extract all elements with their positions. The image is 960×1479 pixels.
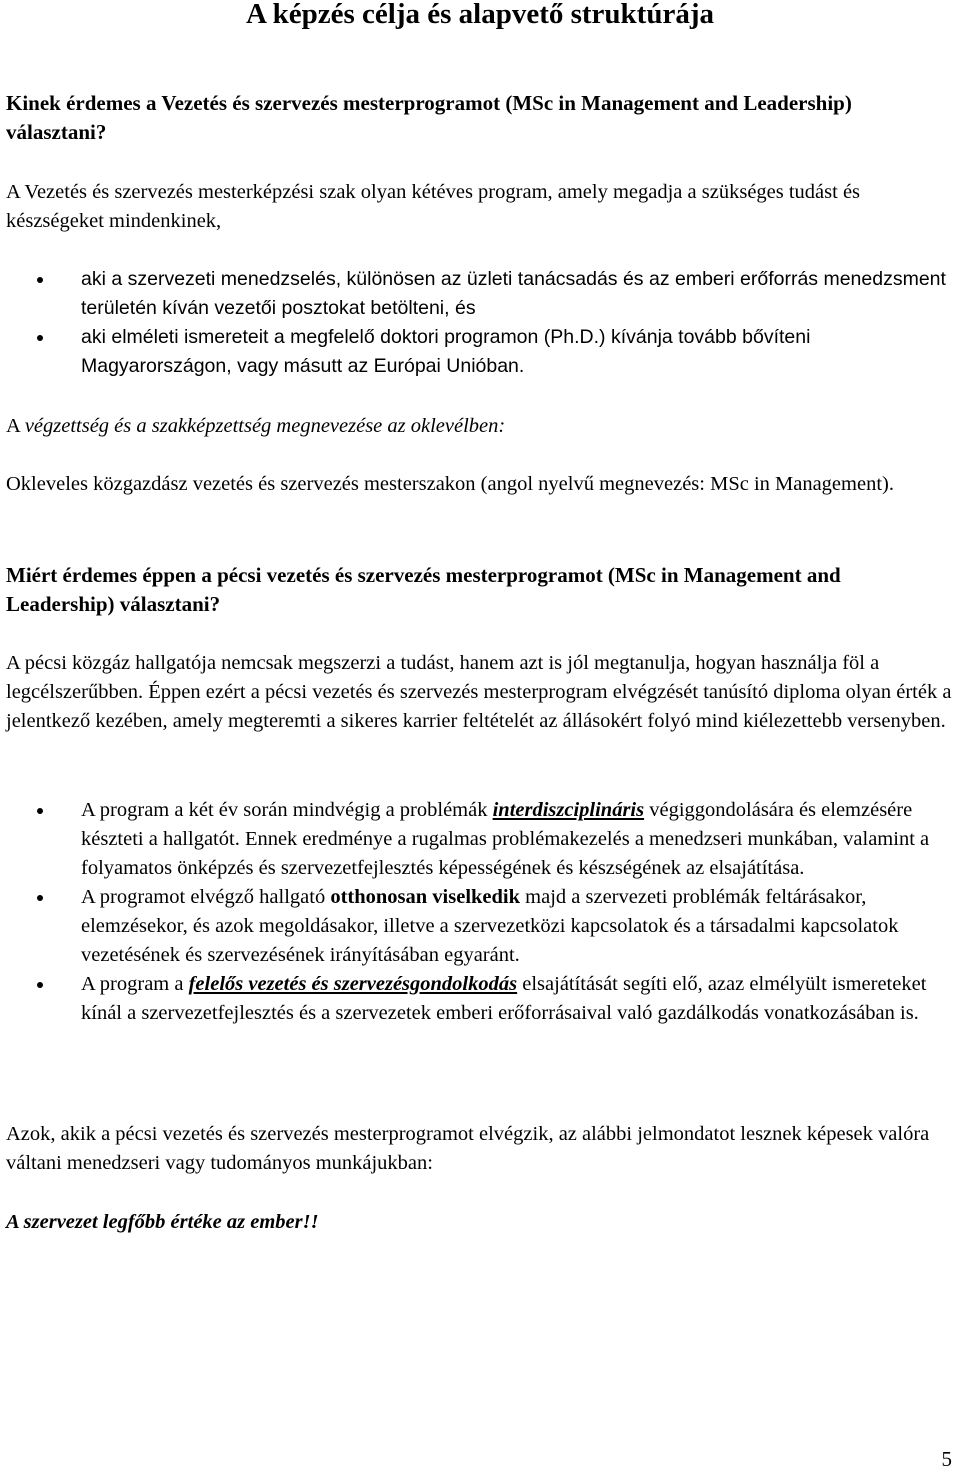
list-item — [81, 883, 953, 970]
bullet-icon — [37, 808, 43, 814]
bullet-text: aki a szervezeti menedzselés, különösen az üzleti tanácsadás és az emberi erőforrás menedzsment területén kíván vezetői posztokat betölteni, és — [81, 268, 946, 319]
bullet-emphasis: felelős vezetés és szervezésgondolkodás — [188, 973, 518, 995]
list-item — [81, 796, 953, 883]
bullet-text-before: A program a — [81, 973, 189, 995]
list-item — [81, 323, 953, 381]
degree-text: Okleveles közgazdász vezetés és szervezés mesterszakon (angol nyelvű megnevezés: MSc in Management). — [6, 473, 894, 495]
degree-label-prefix: A — [6, 415, 25, 437]
bullet-text-before: A program a két év során mindvégig a problémák — [81, 799, 493, 821]
bullet-icon — [37, 335, 43, 341]
section1-question: Kinek érdemes a Vezetés és szervezés mesterprogramot (MSc in Management and Leadership) választani? — [6, 91, 852, 144]
list-item — [81, 265, 953, 323]
bullet-emphasis: otthonosan viselkedik — [330, 886, 521, 908]
section1-bullet-list — [81, 265, 953, 381]
bullet-icon — [37, 982, 43, 988]
bullet-icon — [37, 277, 43, 283]
list-item — [81, 970, 953, 1028]
degree-label-italic: végzettség és a szakképzettség megnevezése az oklevélben: — [24, 415, 506, 437]
section2-question: Miért érdemes éppen a pécsi vezetés és szervezés mesterprogramot (MSc in Management and Leadership) választani? — [6, 563, 841, 616]
page-number: 5 — [941, 1447, 952, 1471]
bullet-text-after: majd a szervezeti problémák feltárásakor, elemzésekor, és azok megoldásakor, illetve a szervezetközi kapcsolatok és a társadalmi kapcsolatok vezetésének és szervezésének irányításában egyaránt. — [81, 886, 899, 966]
section1-intro: A Vezetés és szervezés mesterképzési szak olyan kétéves program, amely megadja a szükséges tudást és készségeket mindenkinek, — [6, 181, 861, 232]
section2-intro: A pécsi közgáz hallgatója nemcsak megszerzi a tudást, hanem azt is jól megtanulja, hogyan használja föl a legcélszerűbben. Éppen ezért a pécsi vezetés és szervezés mesterprogram elvégzését tanúsító diploma olyan érték a jelentkező kezében, amely megteremti a sikeres karrier feltételét az állásokért folyó mind kiélezettebb versenyben. — [6, 652, 952, 732]
section2-bullet-list — [81, 796, 953, 1028]
bullet-text-before: A programot elvégző hallgató — [81, 886, 331, 908]
bullet-text-after: végiggondolására és elemzésére készteti a hallgatót. Ennek eredménye a rugalmas problémakezelés a menedzseri munkában, valamint a folyamatos önképzés és szervezetfejlesztés képességének és készségének az elsajátítása. — [81, 799, 930, 879]
motto: A szervezet legfőbb értéke az ember!! — [6, 1211, 319, 1233]
degree-label — [6, 412, 954, 441]
bullet-icon — [37, 895, 43, 901]
bullet-text: aki elméleti ismereteit a megfelelő doktori programon (Ph.D.) kívánja tovább bővíteni Magyarországon, vagy másutt az Európai Unióban. — [81, 326, 811, 377]
closing-text: Azok, akik a pécsi vezetés és szervezés mesterprogramot elvégzik, az alábbi jelmondatot lesznek képesek valóra váltani menedzseri vagy tudományos munkájukban: — [6, 1123, 930, 1174]
bullet-text-after: elsajátítását segíti elő, azaz elmélyült ismereteket kínál a szervezetfejlesztés és a szervezetek emberi erőforrásaival való gazdálkodás vonatkozásában is. — [81, 973, 927, 1024]
page-title: A képzés célja és alapvető struktúrája — [246, 0, 714, 30]
bullet-emphasis: interdiszciplináris — [492, 799, 645, 821]
